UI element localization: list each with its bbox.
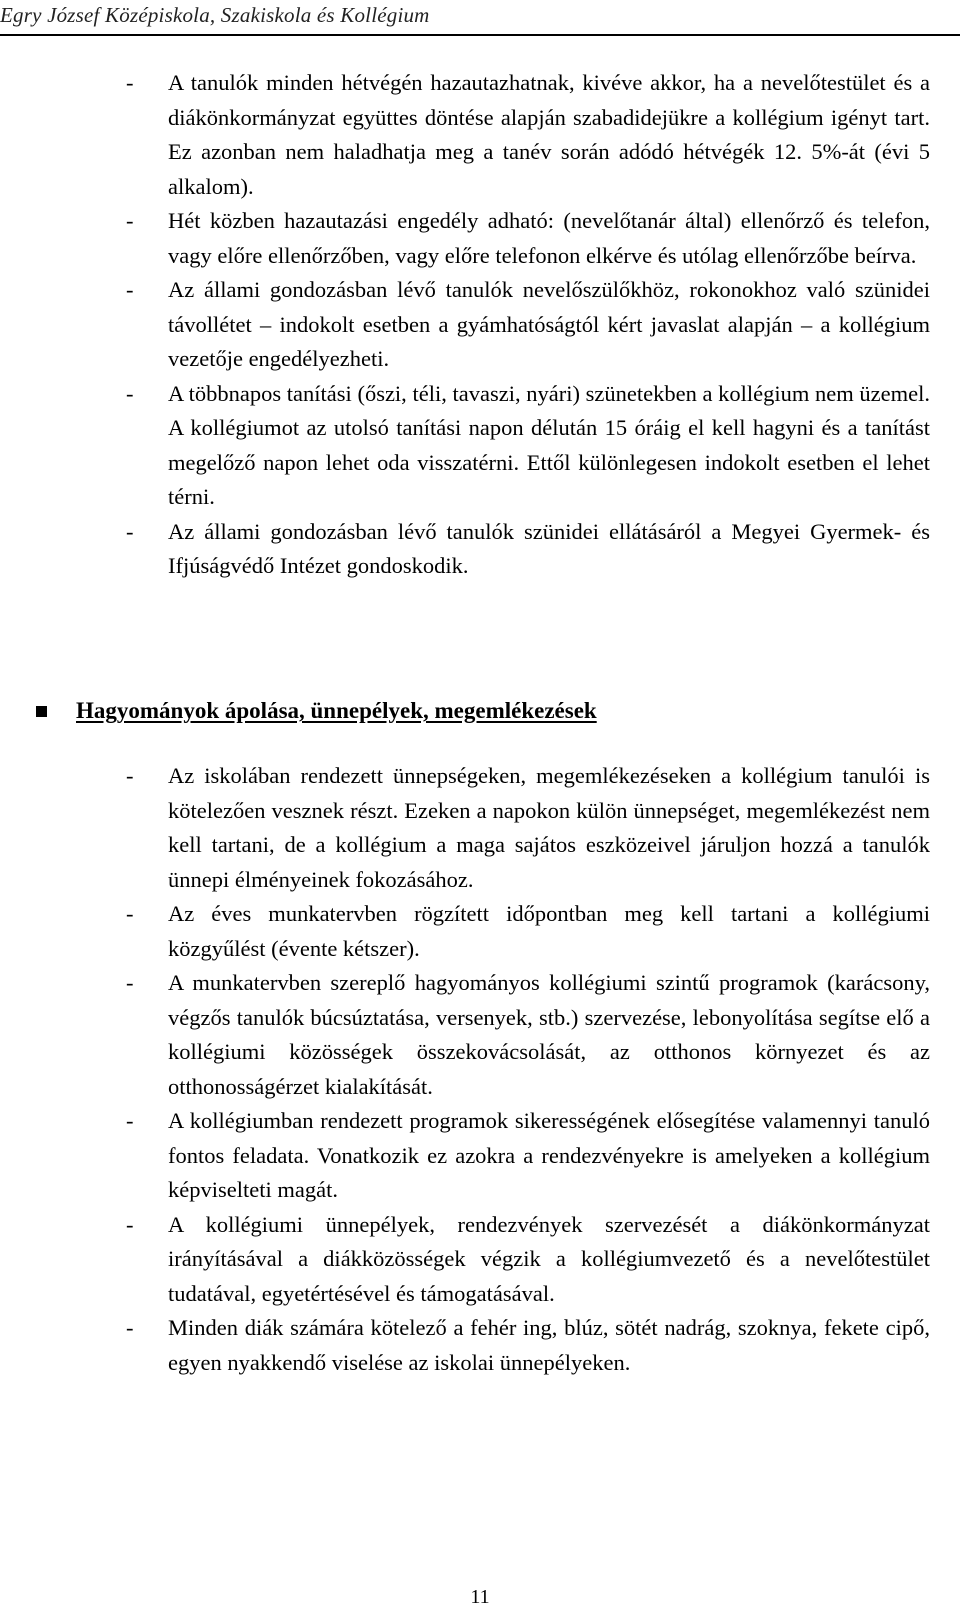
list-item-text: Hét közben hazautazási engedély adható: (nevelőtanár által) ellenőrző és telefon, vagy előre ellenőrzőben, vagy előre telefonon elkérve és utólag ellenőrzőbe beírva.	[168, 208, 930, 268]
list-item	[0, 897, 960, 966]
list-item	[0, 515, 960, 584]
list-item	[0, 966, 960, 1104]
list-item	[0, 204, 960, 273]
dash-marker: -	[126, 518, 134, 544]
list-item-text: Az éves munkatervben rögzített időpontban meg kell tartani a kollégiumi közgyűlést (évente kétszer).	[168, 901, 930, 961]
list-item	[0, 1311, 960, 1380]
list-item	[0, 273, 960, 377]
page-number: 11	[470, 1586, 490, 1608]
list-item-text: A kollégiumi ünnepélyek, rendezvények szervezését a diákönkormányzat irányításával a diákközösségek végzik a kollégiumvezető és a nevelőtestület tudatával, egyetértésével és támogatásával.	[168, 1211, 930, 1306]
list-item	[0, 1208, 960, 1312]
dash-marker: -	[126, 208, 134, 233]
list-item	[0, 1104, 960, 1208]
section-title: Hagyományok ápolása, ünnepélyek, megemlékezések	[76, 698, 597, 723]
list-item-text: A munkatervben szereplő hagyományos kollégiumi szintű programok (karácsony, végzős tanulók búcsúztatása, versenyek, stb.) szervezése, lebonyolítása segítse elő a kollégiumi közösségek összekovácsolását, az otthonos környezet és az otthonosságérzet kialakítását.	[168, 970, 930, 1099]
traditions-list	[0, 759, 960, 1380]
header-divider	[0, 34, 960, 36]
list-item-text: Az állami gondozásban lévő tanulók szünidei ellátásáról a Megyei Gyermek- és Ifjúságvédő Intézet gondoskodik.	[168, 518, 930, 578]
list-item	[0, 759, 960, 897]
dash-marker: -	[126, 1108, 134, 1133]
list-item-text: A kollégiumban rendezett programok sikerességének elősegítése valamennyi tanuló fontos feladata. Vonatkozik ez azokra a rendezvényekre is amelyeken a kollégium képviselteti magát.	[168, 1108, 930, 1202]
dash-marker: -	[126, 70, 134, 95]
dash-marker: -	[126, 901, 134, 926]
dash-marker: -	[126, 1211, 134, 1237]
list-item	[0, 377, 960, 515]
rules-list	[0, 66, 960, 584]
dash-marker: -	[126, 970, 134, 995]
list-item-text: Minden diák számára kötelező a fehér ing, blúz, sötét nadrág, szoknya, fekete cipő, egyen nyakkendő viselése az iskolai ünnepélyeken.	[168, 1315, 930, 1375]
square-bullet-icon	[36, 706, 47, 717]
page-header: Egry József Középiskola, Szakiskola és Kollégium	[0, 3, 430, 27]
list-item-text: Az iskolában rendezett ünnepségeken, megemlékezéseken a kollégium tanulói is kötelezően vesznek részt. Ezeken a napokon külön ünnepséget, megemlékezést nem kell tartani, de a kollégium a maga sajátos eszközeivel járuljon hozzá a tanulók ünnepi élményeinek fokozásához.	[168, 763, 930, 892]
list-item-text: A tanulók minden hétvégén hazautazhatnak, kivéve akkor, ha a nevelőtestület és a diákönkormányzat együttes döntése alapján szabadidejükre a kollégium igényt tart. Ez azonban nem haladhatja meg a tanév során adódó hétvégék 12. 5%-át (évi 5 alkalom).	[168, 70, 930, 199]
dash-marker: -	[126, 277, 134, 302]
dash-marker: -	[126, 380, 134, 406]
list-item	[0, 66, 960, 204]
dash-marker: -	[126, 763, 134, 788]
dash-marker: -	[126, 1315, 134, 1340]
list-item-text: Az állami gondozásban lévő tanulók nevelőszülőkhöz, rokonokhoz való szünidei távollétet – indokolt esetben a gyámhatóságtól kért javaslat alapján – a kollégium vezetője engedélyezheti.	[168, 277, 930, 371]
list-item-text: A többnapos tanítási (őszi, téli, tavaszi, nyári) szünetekben a kollégium nem üzemel. A kollégiumot az utolsó tanítási napon délután 15 óráig el kell hagyni és a tanítást megelőző napon lehet oda visszatérni. Ettől különlegesen indokolt esetben el lehet térni.	[168, 380, 930, 509]
